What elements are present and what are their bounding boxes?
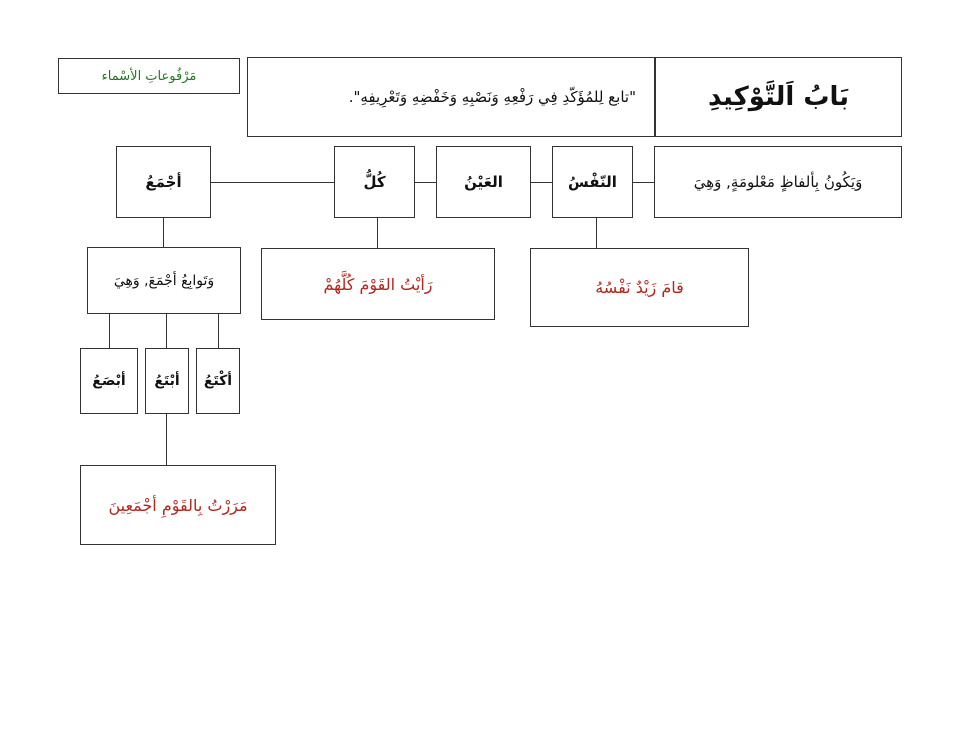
connector-line xyxy=(218,314,219,348)
follower-absaa xyxy=(80,348,138,414)
follower-aktaa-label: أكْتَعُ xyxy=(203,373,233,389)
word-nafs-label: النّفْسُ xyxy=(568,173,617,191)
connector-line xyxy=(166,314,167,348)
connector-line xyxy=(210,182,334,183)
connector-line xyxy=(632,182,654,183)
connector-line xyxy=(414,182,436,183)
example-kull xyxy=(261,248,495,320)
definition-text: "تابع لِلمُؤَكّدِ فِي رَفْعِهِ وَنَصْبِهِ وَخَفْضِهِ وَتَعْرِيفِهِ". xyxy=(348,88,636,106)
follower-abtaa xyxy=(145,348,189,414)
connector-line xyxy=(377,218,378,248)
example-nafs xyxy=(530,248,749,327)
example-kull-text: رَأيْتُ القَوْمَ كُلَّهُمْ xyxy=(323,274,433,294)
page-title: بَابُ اَلتَّوْكِيدِ xyxy=(707,82,850,112)
example-ajmaun xyxy=(80,465,276,545)
example-nafs-text: قامَ زَيْدٌ نَفْسُهُ xyxy=(595,278,684,297)
connector-line xyxy=(596,218,597,248)
word-ajmaa xyxy=(116,146,211,218)
word-ayn-label: العَيْنُ xyxy=(464,173,503,191)
example-ajmaun-text: مَرَرْتُ بِالقَوْمِ أجْمَعِينَ xyxy=(108,495,248,515)
topic-tag-text: مَرْفُوعاتِ الأسْماء xyxy=(101,68,197,84)
word-kull-label: كُلُّ xyxy=(363,173,386,191)
word-nafs xyxy=(552,146,633,218)
word-ayn xyxy=(436,146,531,218)
topic-tag xyxy=(58,58,240,94)
intro-box xyxy=(654,146,902,218)
follower-aktaa xyxy=(196,348,240,414)
title-box xyxy=(655,57,902,137)
connector-line xyxy=(109,314,110,348)
connector-line xyxy=(166,414,167,465)
intro-text: وَيَكُونُ بِألفاظٍ مَعْلومَةٍ, وَهِيَ xyxy=(693,173,863,191)
ajma-followers-label: وَتَوابِعُ أجْمَعَ, وَهِيَ xyxy=(113,272,215,289)
follower-abtaa-label: أبْتَعُ xyxy=(154,373,180,389)
connector-line xyxy=(163,218,164,248)
definition-box xyxy=(247,57,655,137)
word-kull xyxy=(334,146,415,218)
connector-line xyxy=(530,182,552,183)
word-ajmaa-label: أجْمَعُ xyxy=(145,173,182,191)
follower-absaa-label: أبْصَعُ xyxy=(92,373,126,389)
ajma-followers-box xyxy=(87,247,241,314)
